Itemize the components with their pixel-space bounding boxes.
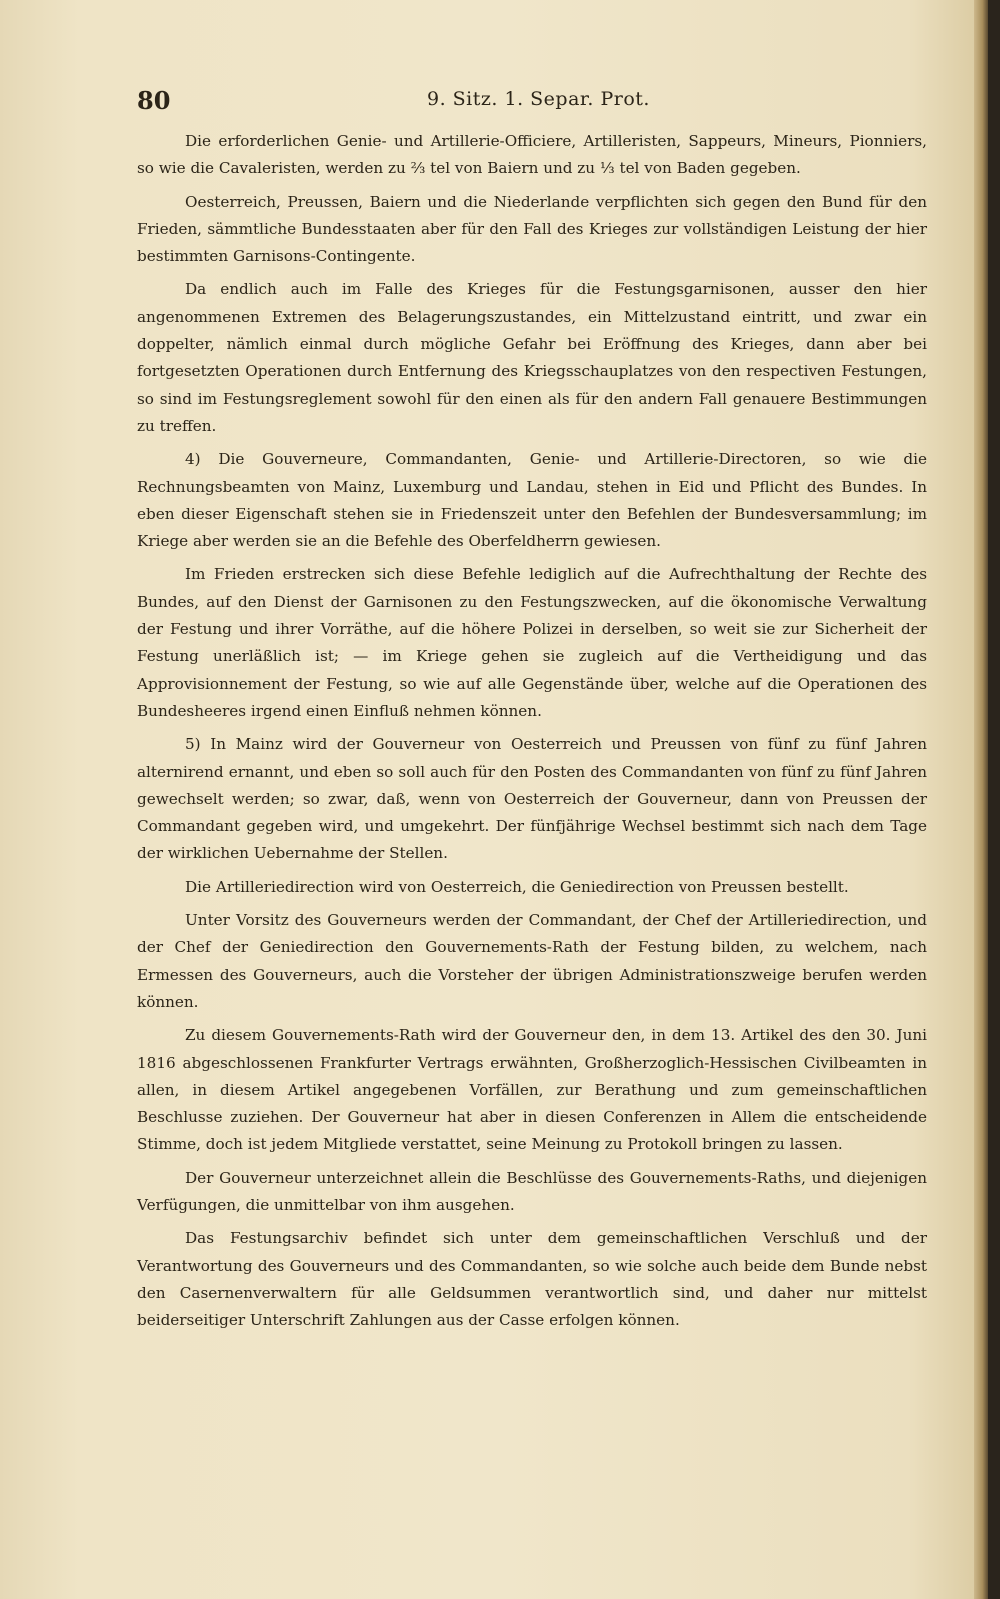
paragraph: 5) In Mainz wird der Gouverneur von Oesterreich und Preussen von fünf zu fünf Jahren alternirend ernannt, und eben so soll auch für den Posten des Commandanten von fünf zu fünf Jahren gewechselt werden; so zwar, daß, wenn von Oesterreich der Gouverneur, dann von Preussen der Commandant gegeben wird, und umgekehrt. Der fünfjährige Wechsel bestimmt sich nach dem Tage der wirklichen Uebernahme der Stellen.: [137, 735, 927, 863]
paragraph: Oesterreich, Preussen, Baiern und die Niederlande verpflichten sich gegen den Bund für den Frieden, sämmtliche Bundesstaaten aber für den Fall des Krieges zur vollständigen Leistung der hier bestimmten Garnisons-Contingente.: [137, 192, 927, 266]
running-head: 9. Sitz. 1. Separ. Prot.: [427, 88, 650, 110]
body-text: [137, 128, 927, 1334]
page-header: [137, 86, 927, 116]
paragraph: Unter Vorsitz des Gouverneurs werden der Commandant, der Chef der Artilleriedirection, und der Chef der Geniedirection den Gouvernements-Rath der Festung bilden, zu welchem, nach Ermessen des Gouverneurs, auch die Vorsteher der übrigen Administrationszweige berufen werden können.: [137, 911, 927, 1011]
paragraph: Die erforderlichen Genie- und Artillerie-Officiere, Artilleristen, Sappeurs, Mineurs, Pionniers, so wie die Cavaleristen, werden zu ⅔ tel von Baiern und zu ⅓ tel von Baden gegeben.: [137, 132, 927, 178]
page-edge: [974, 0, 988, 1599]
paragraph: Zu diesem Gouvernements-Rath wird der Gouverneur den, in dem 13. Artikel des den 30. Juni 1816 abgeschlossenen Frankfurter Vertrags erwähnten, Großherzoglich-Hessischen Civilbeamten in allen, in diesem Artikel angegebenen Vorfällen, zur Berathung und zum gemeinschaftlichen Beschlusse zuziehen. Der Gouverneur hat aber in diesen Conferenzen in Allem die entscheidende Stimme, doch ist jedem Mitgliede verstattet, seine Meinung zu Protokoll bringen zu lassen.: [137, 1026, 927, 1154]
paragraph: Im Frieden erstrecken sich diese Befehle lediglich auf die Aufrechthaltung der Rechte des Bundes, auf den Dienst der Garnisonen zu den Festungszwecken, auf die ökonomische Verwaltung der Festung und ihrer Vorräthe, auf die höhere Polizei in derselben, so weit sie zur Sicherheit der Festung unerläßlich ist; — im Kriege gehen sie zugleich auf die Vertheidigung und das Approvisionnement der Festung, so wie auf alle Gegenstände über, welche auf die Operationen des Bundesheeres irgend einen Einfluß nehmen können.: [137, 565, 927, 720]
paragraph: Da endlich auch im Falle des Krieges für die Festungsgarnisonen, ausser den hier angenommenen Extremen des Belagerungszustandes, ein Mittelzustand eintritt, und zwar ein doppelter, nämlich einmal durch mögliche Gefahr bei Eröffnung des Krieges, dann aber bei fortgesetzten Operationen durch Entfernung des Kriegsschauplatzes von den respectiven Festungen, so sind im Festungsreglement sowohl für den einen als für den andern Fall genauere Bestimmungen zu treffen.: [137, 280, 927, 435]
paragraph: 4) Die Gouverneure, Commandanten, Genie- und Artillerie-Directoren, so wie die Rechnungsbeamten von Mainz, Luxemburg und Landau, stehen in Eid und Pflicht des Bundes. In eben dieser Eigenschaft stehen sie in Friedenszeit unter den Befehlen der Bundesversammlung; im Kriege aber werden sie an die Befehle des Oberfeldherrn gewiesen.: [137, 450, 927, 551]
paragraph: Das Festungsarchiv befindet sich unter dem gemeinschaftlichen Verschluß und der Verantwortung des Gouverneurs und des Commandanten, so wie solche auch beide dem Bunde nebst den Casernenverwaltern für alle Geldsummen verantwortlich sind, und daher nur mittelst beiderseitiger Unterschrift Zahlungen aus der Casse erfolgen können.: [137, 1229, 927, 1330]
page-number: 80: [137, 86, 171, 115]
paragraph: Der Gouverneur unterzeichnet allein die Beschlüsse des Gouvernements-Raths, und diejenigen Verfügungen, die unmittelbar von ihm ausgehen.: [137, 1168, 927, 1214]
paragraph: Die Artilleriedirection wird von Oesterreich, die Geniedirection von Preussen bestellt.: [185, 877, 849, 896]
